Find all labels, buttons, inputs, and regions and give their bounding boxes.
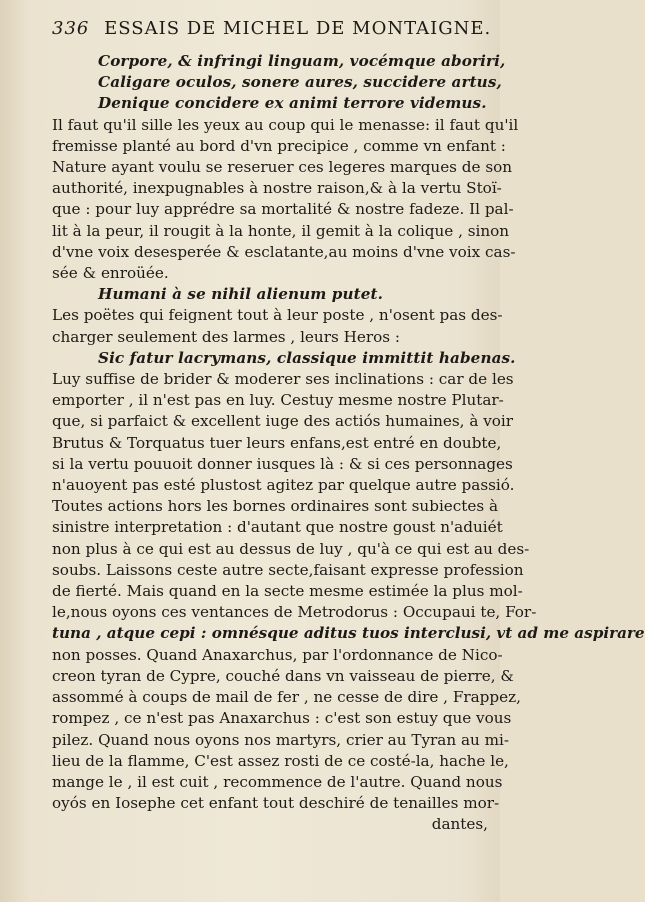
text-body xyxy=(52,51,645,836)
text-line: d'vne voix desesperée & esclatante,au moins d'vne voix cas- xyxy=(52,242,516,261)
text-line: assommé à coups de mail de fer , ne cesse de dire , Frappez, xyxy=(52,688,521,707)
text-line: pilez. Quand nous oyons nos martyrs, crier au Tyran au mi- xyxy=(52,730,510,749)
text-line: Brutus & Torquatus tuer leurs enfans,est entré en doubte, xyxy=(52,433,502,452)
text-line: charger seulement des larmes , leurs Heros : xyxy=(52,327,400,346)
text-line: que : pour luy apprédre sa mortalité & nostre fadeze. Il pal- xyxy=(52,200,514,219)
text-line: n'auoyent pas esté plustost agitez par quelque autre passió. xyxy=(52,476,515,495)
text-line: mange le , il est cuit , recommence de l'autre. Quand nous xyxy=(52,772,503,791)
running-title: ESSAIS DE MICHEL DE MONTAIGNE. xyxy=(104,18,492,39)
latin-quotation-line: Humani à se nihil alienum putet. xyxy=(98,285,384,304)
text-line: creon tyran de Cypre, couché dans vn vaisseau de pierre, & xyxy=(52,666,514,685)
text-line: emporter , il n'est pas en luy. Cestuy mesme nostre Plutar- xyxy=(52,391,504,410)
text-line: Il faut qu'il sille les yeux au coup qui le menasse: il faut qu'il xyxy=(52,115,519,134)
text-line: lit à la peur, il rougit à la honte, il gemit à la colique , sinon xyxy=(52,221,510,240)
text-line: dantes, xyxy=(431,815,488,834)
text-line: rompez , ce n'est pas Anaxarchus : c'est son estuy que vous xyxy=(52,709,512,728)
text-line: sinistre interpretation : d'autant que nostre goust n'aduiét xyxy=(52,518,503,537)
running-head xyxy=(52,18,492,39)
text-line: de fierté. Mais quand en la secte mesme estimée la plus mol- xyxy=(52,582,523,601)
text-line: Luy suffise de brider & moderer ses inclinations : car de les xyxy=(52,370,514,389)
text-line: Toutes actions hors les bornes ordinaires sont subiectes à xyxy=(52,497,499,516)
text-line: que, si parfaict & excellent iuge des actiós humaines, à voir xyxy=(52,412,514,431)
text-line: sée & enroüée. xyxy=(52,264,169,283)
page-number: 336 xyxy=(52,18,90,39)
text-line: soubs. Laissons ceste autre secte,faisant expresse profession xyxy=(52,560,524,579)
text-line: oyós en Iosephe cet enfant tout deschiré de tenailles mor- xyxy=(52,794,500,813)
text-line: fremisse planté au bord d'vn precipice , comme vn enfant : xyxy=(52,136,506,155)
latin-quotation-line: Sic fatur lacrymans, classique immittit habenas. xyxy=(98,348,516,367)
text-line: non posses. Quand Anaxarchus, par l'ordonnance de Nico- xyxy=(52,645,503,664)
latin-quotation-line: Caligare oculos, sonere aures, succidere artus, xyxy=(98,73,502,92)
text-line: si la vertu pouuoit donner iusques là : & si ces personnages xyxy=(52,454,513,473)
text-line: Nature ayant voulu se reseruer ces legeres marques de son xyxy=(52,158,513,177)
latin-quotation-line: tuna , atque cepi : omnésque aditus tuos interclusi, vt ad me aspirare xyxy=(52,624,645,643)
text-line: non plus à ce qui est au dessus de luy , qu'à ce qui est au des- xyxy=(52,539,530,558)
text-line: le,nous oyons ces ventances de Metrodorus : Occupaui te, For- xyxy=(52,603,537,622)
latin-quotation-line: Denique concidere ex animi terrore videmus. xyxy=(98,94,487,113)
text-line: authorité, inexpugnables à nostre raison,& à la vertu Stoï- xyxy=(52,179,502,198)
latin-quotation-line: Corpore, & infringi linguam, vocémque aboriri, xyxy=(98,52,506,70)
text-line: lieu de la flamme, C'est assez rosti de ce costé-la, hache le, xyxy=(52,751,509,770)
text-line: Les poëtes qui feignent tout à leur poste , n'osent pas des- xyxy=(52,306,503,325)
